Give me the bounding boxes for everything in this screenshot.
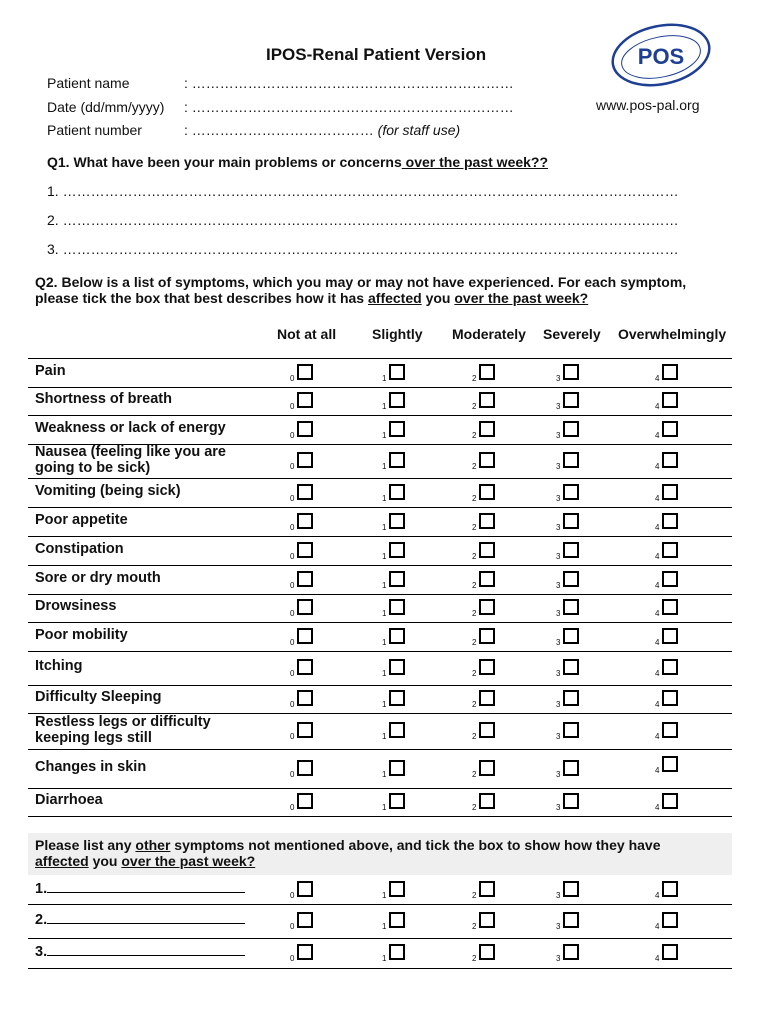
- score-label: 3: [556, 732, 561, 741]
- score-label: 2: [472, 769, 477, 779]
- row-divider: [28, 478, 732, 479]
- score-label: 3: [556, 890, 561, 900]
- row-divider: [28, 415, 732, 416]
- score-label: 4: [655, 430, 660, 440]
- symptom-label-line-1: Pain: [35, 362, 66, 379]
- checkbox[interactable]: [563, 760, 579, 776]
- score-label: 3: [556, 462, 561, 471]
- symptom-label-line-1: Nausea (feeling like you are: [35, 444, 226, 460]
- score-label: 3: [556, 580, 561, 590]
- checkbox[interactable]: [389, 571, 405, 587]
- score-label: 2: [472, 609, 477, 618]
- checkbox[interactable]: [662, 722, 678, 738]
- other-line-2: [35, 853, 660, 869]
- checkbox[interactable]: [297, 421, 313, 437]
- pos-logo: [610, 22, 712, 88]
- symptom-label-line-1: Vomiting (being sick): [35, 482, 181, 499]
- score-label: 0: [290, 462, 295, 471]
- score-label: 4: [655, 954, 660, 963]
- q1-question: [47, 154, 548, 170]
- q2-question: [35, 274, 686, 306]
- checkbox[interactable]: [563, 571, 579, 587]
- score-label: 3: [556, 922, 561, 931]
- row-divider: [28, 904, 732, 905]
- date-label: Date (dd/mm/yyyy): [47, 99, 165, 115]
- other-symptom-blank[interactable]: [47, 911, 245, 924]
- q2-over-past-week: over the past week?: [454, 290, 589, 306]
- score-label: 2: [472, 580, 477, 590]
- score-label: 0: [290, 732, 295, 741]
- checkbox[interactable]: [479, 659, 495, 675]
- checkbox[interactable]: [662, 793, 678, 809]
- checkbox[interactable]: [479, 452, 495, 468]
- symptom-label: [35, 444, 226, 476]
- symptom-label: [35, 541, 124, 557]
- score-label: 1: [382, 522, 387, 532]
- checkbox[interactable]: [662, 421, 678, 437]
- score-label: 2: [472, 522, 477, 532]
- checkbox[interactable]: [662, 944, 678, 960]
- checkbox[interactable]: [479, 722, 495, 738]
- other-symptoms-instruction: [35, 837, 660, 869]
- score-label: 4: [655, 580, 660, 590]
- checkbox[interactable]: [297, 722, 313, 738]
- symptom-label: [35, 598, 116, 614]
- checkbox[interactable]: [297, 690, 313, 706]
- score-label: 2: [472, 637, 477, 647]
- date-field[interactable]: : ……………………………………………………………: [184, 99, 514, 115]
- score-label: 0: [290, 890, 295, 900]
- checkbox[interactable]: [563, 944, 579, 960]
- score-label: 1: [382, 551, 387, 561]
- score-label: 4: [655, 765, 660, 775]
- column-slightly: Slightly: [372, 326, 423, 342]
- score-label: 0: [290, 522, 295, 532]
- checkbox[interactable]: [563, 659, 579, 675]
- score-label: 1: [382, 803, 387, 812]
- checkbox[interactable]: [563, 542, 579, 558]
- row-divider: [28, 938, 732, 939]
- checkbox[interactable]: [662, 756, 678, 772]
- score-label: 3: [556, 669, 561, 678]
- score-label: 1: [382, 769, 387, 779]
- checkbox[interactable]: [479, 628, 495, 644]
- checkbox[interactable]: [297, 793, 313, 809]
- score-label: 2: [472, 803, 477, 812]
- checkbox[interactable]: [662, 599, 678, 615]
- checkbox[interactable]: [297, 542, 313, 558]
- staff-use-note: (for staff use): [377, 122, 461, 138]
- checkbox[interactable]: [563, 452, 579, 468]
- score-label: 0: [290, 922, 295, 931]
- patient-name-label: Patient name: [47, 75, 130, 91]
- score-label: 2: [472, 922, 477, 931]
- q2-affected: affected: [368, 290, 422, 306]
- symptom-label: [35, 792, 103, 808]
- checkbox[interactable]: [297, 944, 313, 960]
- checkbox[interactable]: [662, 690, 678, 706]
- score-label: 2: [472, 430, 477, 440]
- checkbox[interactable]: [297, 628, 313, 644]
- symptom-label-line-1: Weakness or lack of energy: [35, 419, 226, 436]
- row-divider: [28, 358, 732, 359]
- score-label: 4: [655, 637, 660, 647]
- row-divider: [28, 536, 732, 537]
- symptom-label: [35, 420, 226, 436]
- score-label: 4: [655, 373, 660, 383]
- checkbox[interactable]: [297, 659, 313, 675]
- checkbox[interactable]: [662, 659, 678, 675]
- score-label: 2: [472, 493, 477, 503]
- checkbox[interactable]: [563, 513, 579, 529]
- score-label: 3: [556, 551, 561, 561]
- checkbox[interactable]: [389, 793, 405, 809]
- score-label: 2: [472, 402, 477, 411]
- score-label: 3: [556, 609, 561, 618]
- score-label: 0: [290, 954, 295, 963]
- checkbox[interactable]: [389, 452, 405, 468]
- symptom-label-line-1: Constipation: [35, 540, 124, 557]
- checkbox[interactable]: [563, 392, 579, 408]
- score-label: 3: [556, 402, 561, 411]
- checkbox[interactable]: [662, 392, 678, 408]
- score-label: 1: [382, 732, 387, 741]
- score-label: 1: [382, 462, 387, 471]
- checkbox[interactable]: [563, 364, 579, 380]
- score-label: 4: [655, 922, 660, 931]
- checkbox[interactable]: [389, 364, 405, 380]
- score-label: 3: [556, 803, 561, 812]
- checkbox[interactable]: [662, 452, 678, 468]
- score-label: 4: [655, 609, 660, 618]
- row-divider: [28, 685, 732, 686]
- checkbox[interactable]: [389, 421, 405, 437]
- other-l1a: Please list any: [35, 837, 136, 853]
- score-label: 0: [290, 669, 295, 678]
- checkbox[interactable]: [389, 599, 405, 615]
- checkbox[interactable]: [389, 912, 405, 928]
- other-symptom-number: 1.: [35, 880, 48, 897]
- score-label: 4: [655, 522, 660, 532]
- score-label: 3: [556, 522, 561, 532]
- row-divider: [28, 968, 732, 969]
- symptom-label: [35, 689, 162, 705]
- checkbox[interactable]: [662, 484, 678, 500]
- checkbox[interactable]: [662, 628, 678, 644]
- row-divider: [28, 651, 732, 652]
- other-symptom-blank[interactable]: [47, 943, 245, 956]
- other-symptom-number: 2.: [35, 912, 48, 928]
- symptom-label-line-1: Diarrhoea: [35, 792, 103, 808]
- patient-name-field[interactable]: : ……………………………………………………………: [184, 75, 514, 91]
- symptom-label: [35, 363, 66, 379]
- checkbox[interactable]: [297, 881, 313, 897]
- checkbox[interactable]: [479, 599, 495, 615]
- other-symptom-entry[interactable]: [35, 880, 245, 897]
- symptom-label-line-1: Changes in skin: [35, 758, 147, 775]
- checkbox[interactable]: [563, 793, 579, 809]
- checkbox[interactable]: [389, 881, 405, 897]
- checkbox[interactable]: [479, 793, 495, 809]
- other-l2u2: over the past week?: [121, 853, 256, 869]
- score-label: 0: [290, 430, 295, 440]
- q1-text: Q1. What have been your main problems or concerns: [47, 154, 402, 170]
- score-label: 1: [382, 700, 387, 709]
- column-overwhelmingly: Overwhelmingly: [618, 326, 727, 342]
- checkbox[interactable]: [662, 542, 678, 558]
- score-label: 2: [472, 700, 477, 709]
- score-label: 1: [382, 430, 387, 440]
- checkbox[interactable]: [297, 571, 313, 587]
- checkbox[interactable]: [297, 513, 313, 529]
- other-symptom-entry[interactable]: [35, 911, 245, 928]
- symptom-label-line-1: Itching: [35, 658, 83, 674]
- score-label: 1: [382, 493, 387, 503]
- other-symptom-blank[interactable]: [47, 880, 245, 893]
- q2-line-2-mid: you: [421, 290, 455, 306]
- row-divider: [28, 749, 732, 750]
- other-symptom-entry[interactable]: [35, 943, 245, 960]
- checkbox[interactable]: [389, 722, 405, 738]
- q1-answer-line-2[interactable]: 2. ……………………………………………………………………………………………………………………: [47, 212, 679, 228]
- checkbox[interactable]: [297, 452, 313, 468]
- row-divider: [28, 507, 732, 508]
- other-l2u1: affected: [35, 853, 89, 869]
- symptom-label-line-1: Sore or dry mouth: [35, 569, 161, 586]
- other-l1b: symptoms not mentioned above, and tick the box to show how they have: [170, 837, 661, 853]
- score-label: 1: [382, 373, 387, 383]
- checkbox[interactable]: [297, 392, 313, 408]
- row-divider: [28, 788, 732, 789]
- score-label: 1: [382, 669, 387, 678]
- symptom-label: [35, 512, 128, 528]
- score-label: 0: [290, 402, 295, 411]
- checkbox[interactable]: [479, 421, 495, 437]
- score-label: 0: [290, 637, 295, 647]
- checkbox[interactable]: [662, 513, 678, 529]
- patient-number-dots: : …………………………………: [184, 122, 374, 138]
- page-title: IPOS-Renal Patient Version: [266, 45, 487, 64]
- row-divider: [28, 387, 732, 388]
- score-label: 4: [655, 890, 660, 900]
- checkbox[interactable]: [563, 722, 579, 738]
- checkbox[interactable]: [479, 881, 495, 897]
- checkbox[interactable]: [389, 628, 405, 644]
- checkbox[interactable]: [479, 912, 495, 928]
- website-url[interactable]: www.pos-pal.org: [596, 97, 700, 113]
- q1-answer-line-1[interactable]: 1. ……………………………………………………………………………………………………………………: [47, 183, 679, 199]
- symptom-label: [35, 759, 146, 775]
- other-line-1: [35, 837, 660, 853]
- checkbox[interactable]: [389, 659, 405, 675]
- checkbox[interactable]: [479, 392, 495, 408]
- other-symptom-number: 3.: [35, 944, 48, 960]
- score-label: 2: [472, 669, 477, 678]
- score-label: 3: [556, 769, 561, 779]
- other-l2a: you: [88, 853, 122, 869]
- score-label: 4: [655, 700, 660, 709]
- symptom-label: [35, 627, 128, 643]
- q1-underlined: over the past week??: [401, 154, 549, 170]
- symptom-label-line-2: going to be sick): [35, 460, 151, 476]
- score-label: 1: [382, 637, 387, 647]
- score-label: 0: [290, 700, 295, 709]
- symptom-label-line-1: Restless legs or difficulty: [35, 714, 211, 730]
- checkbox[interactable]: [389, 944, 405, 960]
- checkbox[interactable]: [297, 912, 313, 928]
- score-label: 3: [556, 700, 561, 709]
- score-label: 2: [472, 732, 477, 741]
- checkbox[interactable]: [563, 912, 579, 928]
- score-label: 2: [472, 462, 477, 471]
- score-label: 4: [655, 732, 660, 741]
- symptom-label-line-2: keeping legs still: [35, 730, 152, 746]
- checkbox[interactable]: [479, 484, 495, 500]
- other-l1u: other: [135, 837, 171, 853]
- patient-number-label: Patient number: [47, 122, 142, 138]
- score-label: 2: [472, 954, 477, 963]
- score-label: 2: [472, 551, 477, 561]
- checkbox[interactable]: [389, 760, 405, 776]
- symptom-label: [35, 391, 172, 407]
- q2-line-2-start: please tick the box that best describes how it has: [35, 290, 368, 306]
- checkbox[interactable]: [389, 392, 405, 408]
- checkbox[interactable]: [479, 542, 495, 558]
- symptom-label-line-1: Poor appetite: [35, 511, 128, 528]
- q1-answer-line-3[interactable]: 3. ……………………………………………………………………………………………………………………: [47, 241, 679, 257]
- score-label: 3: [556, 954, 561, 963]
- score-label: 1: [382, 609, 387, 618]
- row-divider: [28, 594, 732, 595]
- q2-line-2: [35, 290, 686, 306]
- checkbox[interactable]: [563, 484, 579, 500]
- score-label: 3: [556, 637, 561, 647]
- symptom-label: [35, 570, 161, 586]
- checkbox[interactable]: [479, 690, 495, 706]
- score-label: 3: [556, 493, 561, 503]
- symptom-label-line-1: Poor mobility: [35, 626, 128, 643]
- score-label: 2: [472, 890, 477, 900]
- checkbox[interactable]: [479, 364, 495, 380]
- checkbox[interactable]: [479, 760, 495, 776]
- score-label: 4: [655, 493, 660, 503]
- score-label: 1: [382, 402, 387, 411]
- score-label: 3: [556, 373, 561, 383]
- checkbox[interactable]: [662, 881, 678, 897]
- checkbox[interactable]: [389, 542, 405, 558]
- checkbox[interactable]: [479, 571, 495, 587]
- checkbox[interactable]: [297, 599, 313, 615]
- score-label: 4: [655, 551, 660, 561]
- checkbox[interactable]: [563, 599, 579, 615]
- symptom-label: [35, 483, 181, 499]
- row-divider: [28, 622, 732, 623]
- column-severely: Severely: [543, 326, 601, 342]
- symptom-label-line-1: Shortness of breath: [35, 391, 172, 407]
- checkbox[interactable]: [389, 513, 405, 529]
- score-label: 1: [382, 890, 387, 900]
- symptom-label: [35, 714, 211, 746]
- checkbox[interactable]: [389, 690, 405, 706]
- patient-number-field[interactable]: [184, 122, 460, 138]
- checkbox[interactable]: [563, 421, 579, 437]
- score-label: 0: [290, 373, 295, 383]
- checkbox[interactable]: [662, 571, 678, 587]
- symptom-label-line-1: Difficulty Sleeping: [35, 689, 162, 705]
- checkbox[interactable]: [662, 364, 678, 380]
- symptom-label: [35, 658, 83, 674]
- q2-line-1: Q2. Below is a list of symptoms, which you may or may not have experienced. For each symptom,: [35, 274, 687, 290]
- score-label: 0: [290, 580, 295, 590]
- score-label: 1: [382, 922, 387, 931]
- row-divider: [28, 565, 732, 566]
- score-label: 3: [556, 430, 561, 440]
- checkbox[interactable]: [389, 484, 405, 500]
- score-label: 1: [382, 954, 387, 963]
- score-label: 4: [655, 669, 660, 678]
- score-label: 2: [472, 373, 477, 383]
- checkbox[interactable]: [479, 944, 495, 960]
- checkbox[interactable]: [297, 760, 313, 776]
- column-not-at-all: Not at all: [277, 326, 337, 342]
- score-label: 0: [290, 803, 295, 812]
- score-label: 4: [655, 402, 660, 411]
- score-label: 4: [655, 462, 660, 471]
- symptom-label-line-1: Drowsiness: [35, 598, 117, 614]
- checkbox[interactable]: [297, 364, 313, 380]
- score-label: 4: [655, 803, 660, 812]
- column-moderately: Moderately: [452, 326, 526, 342]
- score-label: 0: [290, 609, 295, 618]
- checkbox[interactable]: [563, 881, 579, 897]
- score-label: 0: [290, 493, 295, 503]
- score-label: 0: [290, 769, 295, 779]
- checkbox[interactable]: [563, 690, 579, 706]
- checkbox[interactable]: [297, 484, 313, 500]
- row-divider: [28, 816, 732, 817]
- score-label: 1: [382, 580, 387, 590]
- logo-text: POS: [637, 44, 685, 69]
- checkbox[interactable]: [662, 912, 678, 928]
- score-label: 0: [290, 551, 295, 561]
- checkbox[interactable]: [479, 513, 495, 529]
- checkbox[interactable]: [563, 628, 579, 644]
